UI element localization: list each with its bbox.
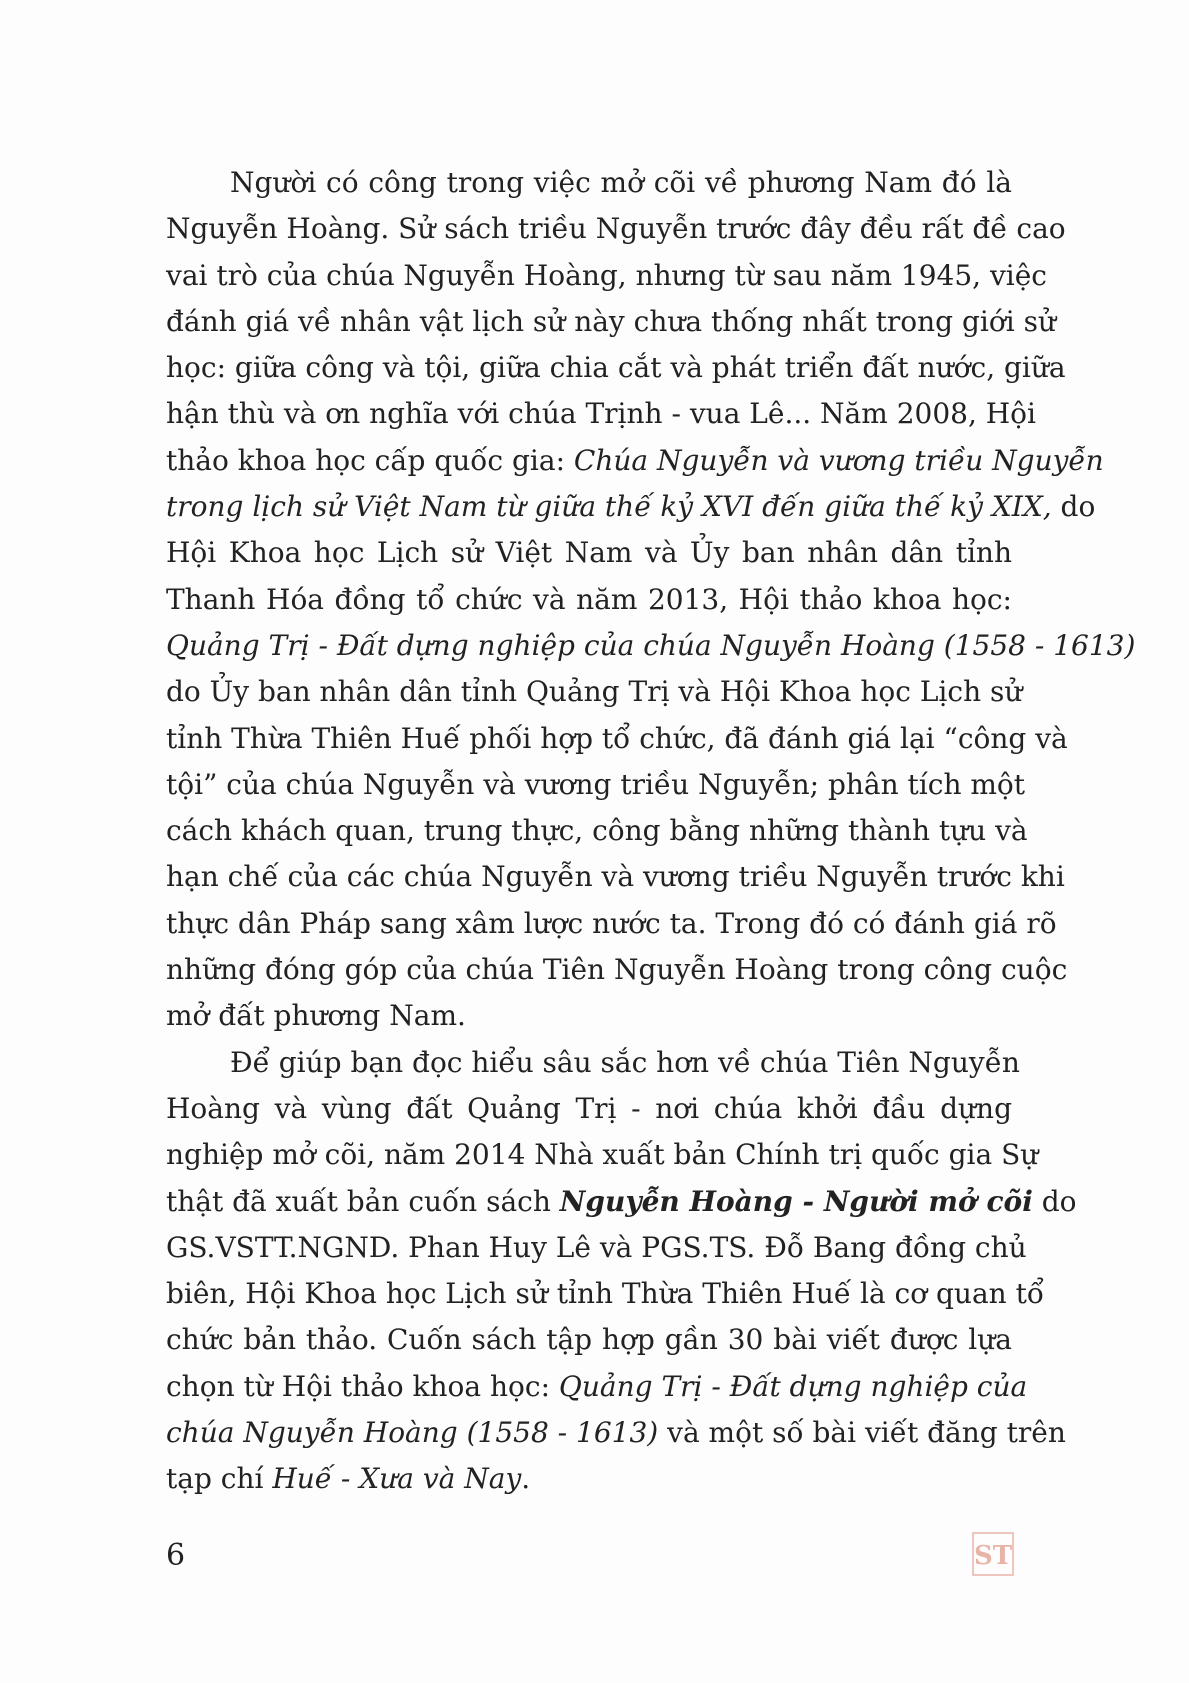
italic-title: Quảng Trị - Đất dựng nghiệp của chúa Nguyễn Hoàng (1558 - 1613): [166, 628, 1136, 662]
text-line: [166, 1456, 1012, 1502]
italic-title: Quảng Trị - Đất dựng nghiệp của: [558, 1369, 1028, 1403]
text-run: do: [1032, 1184, 1077, 1218]
text-line: mở đất phương Nam.: [166, 999, 466, 1033]
paragraph-2: [166, 1040, 1077, 1503]
text-line: [166, 623, 1136, 669]
book-title: Nguyễn Hoàng - Người mở cõi: [559, 1184, 1033, 1218]
text-line: cách khách quan, trung thực, công bằng những thành tựu và: [166, 814, 1028, 848]
body-text: [166, 160, 1136, 1503]
text-line: biên, Hội Khoa học Lịch sử tỉnh Thừa Thiên Huế là cơ quan tổ: [166, 1277, 1044, 1311]
text-line: đánh giá về nhân vật lịch sử này chưa thống nhất trong giới sử: [166, 304, 1056, 338]
paragraph-1: [166, 160, 1136, 1040]
text-run: .: [521, 1462, 531, 1496]
page-number: 6: [166, 1538, 186, 1573]
text-line: [166, 1179, 1077, 1225]
text-line: Để giúp bạn đọc hiểu sâu sắc hơn về chúa Tiên Nguyễn: [230, 1045, 1020, 1079]
text-run: chọn từ Hội thảo khoa học:: [166, 1369, 559, 1403]
text-line: [166, 1364, 1028, 1410]
text-run: thảo khoa học cấp quốc gia:: [166, 443, 574, 477]
text-line: những đóng góp của chúa Tiên Nguyễn Hoàng trong công cuộc: [166, 953, 1068, 987]
text-run: do: [1051, 490, 1096, 524]
text-line: [166, 484, 1096, 530]
text-line: học: giữa công và tội, giữa chia cắt và phát triển đất nước, giữa: [166, 351, 1066, 385]
journal-title: Huế - Xưa và Nay: [272, 1462, 522, 1496]
italic-title: Chúa Nguyễn và vương triều Nguyễn: [573, 443, 1104, 477]
text-line: Nguyễn Hoàng. Sử sách triều Nguyễn trước đây đều rất đề cao: [166, 212, 1066, 246]
italic-title: chúa Nguyễn Hoàng (1558 - 1613): [166, 1416, 659, 1450]
text-run: tạp chí: [166, 1462, 273, 1496]
text-line: do Ủy ban nhân dân tỉnh Quảng Trị và Hội Khoa học Lịch sử: [166, 675, 1023, 709]
logo-text: ST: [973, 1541, 1013, 1571]
text-line: hạn chế của các chúa Nguyễn và vương triều Nguyễn trước khi: [166, 860, 1065, 894]
text-line: tỉnh Thừa Thiên Huế phối hợp tổ chức, đã đánh giá lại “công và: [166, 721, 1068, 755]
text-line: Người có công trong việc mở cõi về phương Nam đó là: [230, 166, 1012, 199]
text-line: chức bản thảo. Cuốn sách tập hợp gần 30 bài viết được lựa: [166, 1323, 1012, 1357]
text-line: hận thù và ơn nghĩa với chúa Trịnh - vua Lê... Năm 2008, Hội: [166, 397, 1036, 431]
text-line: [166, 1410, 1066, 1456]
text-line: Hội Khoa học Lịch sử Việt Nam và Ủy ban nhân dân tỉnh: [166, 536, 1012, 570]
text-line: thực dân Pháp sang xâm lược nước ta. Trong đó có đánh giá rõ: [166, 906, 1057, 940]
text-line: tội” của chúa Nguyễn và vương triều Nguyễn; phân tích một: [166, 767, 1026, 801]
text-line: Thanh Hóa đồng tổ chức và năm 2013, Hội thảo khoa học:: [166, 582, 1012, 616]
text-run: thật đã xuất bản cuốn sách: [166, 1184, 560, 1218]
publisher-logo-icon: [972, 1532, 1014, 1576]
text-run: và một số bài viết đăng trên: [658, 1416, 1066, 1450]
text-line: nghiệp mở cõi, năm 2014 Nhà xuất bản Chính trị quốc gia Sự: [166, 1138, 1039, 1172]
text-line: [166, 438, 1104, 484]
text-line: GS.VSTT.NGND. Phan Huy Lê và PGS.TS. Đỗ Bang đồng chủ: [166, 1230, 1027, 1264]
text-line: vai trò của chúa Nguyễn Hoàng, nhưng từ sau năm 1945, việc: [166, 258, 1047, 292]
italic-title: trong lịch sử Việt Nam từ giữa thế kỷ XVI đến giữa thế kỷ XIX,: [166, 490, 1052, 524]
text-line: Hoàng và vùng đất Quảng Trị - nơi chúa khởi đầu dựng: [166, 1091, 1012, 1125]
